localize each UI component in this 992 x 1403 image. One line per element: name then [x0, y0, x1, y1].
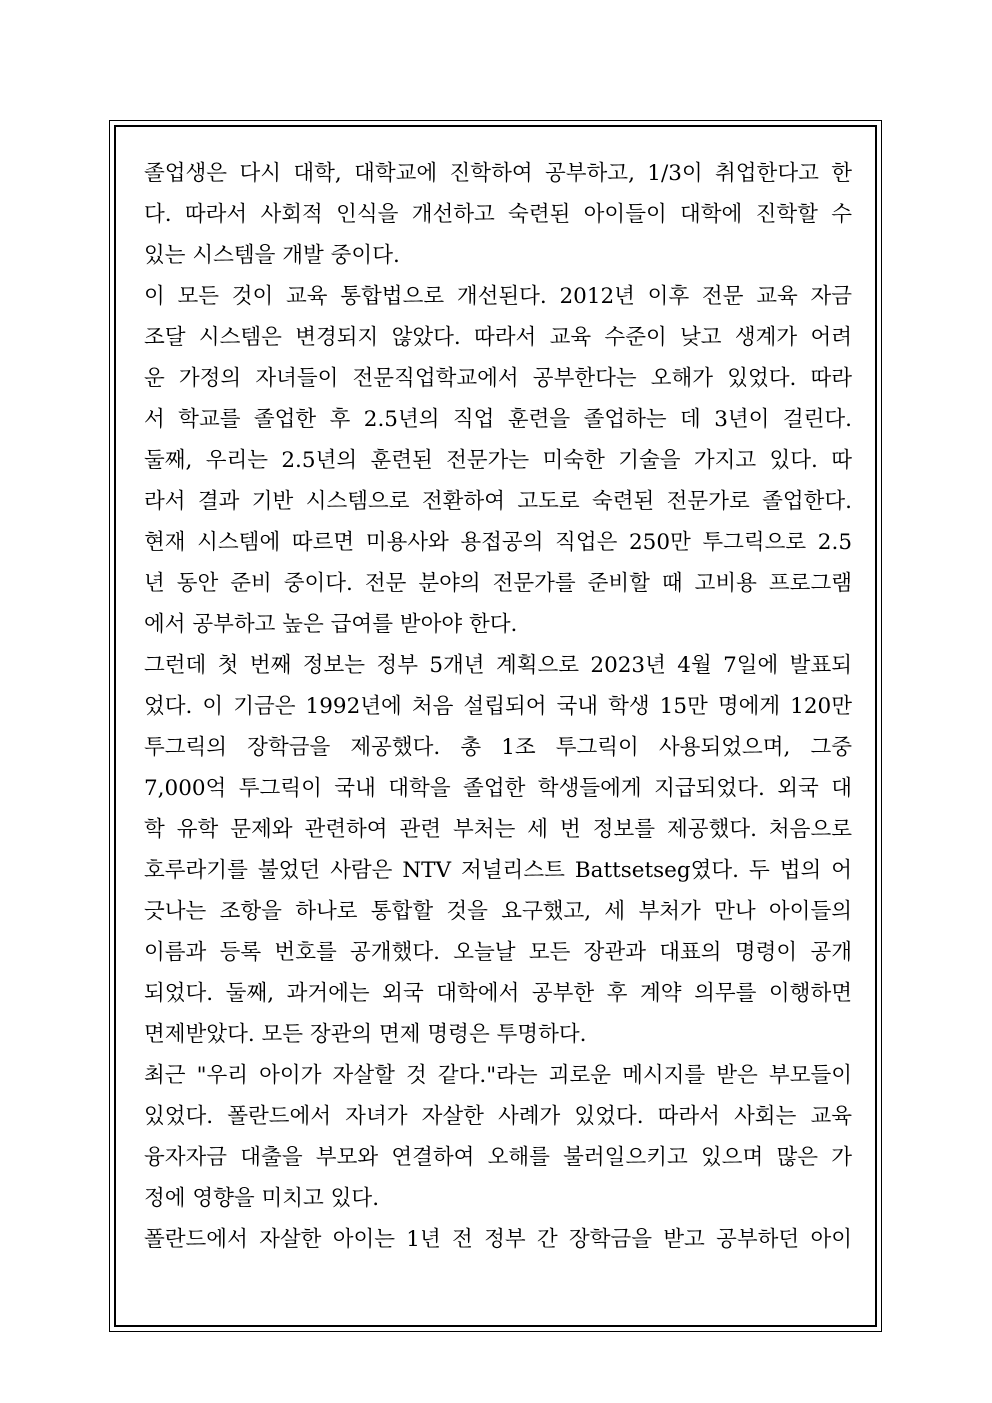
text-line: 서 학교를 졸업한 후 2.5년의 직업 훈련을 졸업하는 데 3년이 걸린다.: [144, 407, 852, 432]
text-line: 년 동안 준비 중이다. 전문 분야의 전문가를 준비할 때 고비용 프로그램: [144, 571, 852, 596]
text-line: 7,000억 투그릭이 국내 대학을 졸업한 학생들에게 지급되었다. 외국 대: [144, 776, 852, 801]
text-line: 되었다. 둘째, 과거에는 외국 대학에서 공부한 후 계약 의무를 이행하면: [144, 981, 852, 1006]
text-line: 최근 "우리 아이가 자살할 것 같다."라는 괴로운 메시지를 받은 부모들이: [144, 1063, 852, 1088]
text-line: 융자자금 대출을 부모와 연결하여 오해를 불러일으키고 있으며 많은 가: [144, 1145, 852, 1170]
text-line: 학 유학 문제와 관련하여 관련 부처는 세 번 정보를 제공했다. 처음으로: [144, 817, 852, 842]
text-line: 라서 결과 기반 시스템으로 전환하여 고도로 숙련된 전문가로 졸업한다.: [144, 489, 852, 514]
text-line: 다. 따라서 사회적 인식을 개선하고 숙련된 아이들이 대학에 진학할 수: [144, 202, 852, 227]
text-line: 정에 영향을 미치고 있다.: [144, 1186, 380, 1211]
text-line: 호루라기를 불었던 사람은 NTV 저널리스트 Battsetseg였다. 두 법의 어: [144, 858, 852, 883]
text-line: 현재 시스템에 따르면 미용사와 용접공의 직업은 250만 투그릭으로 2.5: [144, 530, 852, 555]
text-line: 운 가정의 자녀들이 전문직업학교에서 공부한다는 오해가 있었다. 따라: [144, 366, 852, 391]
document-body: [144, 153, 852, 1260]
text-line: 있었다. 폴란드에서 자녀가 자살한 사례가 있었다. 따라서 사회는 교육: [144, 1104, 852, 1129]
text-line: 면제받았다. 모든 장관의 면제 명령은 투명하다.: [144, 1022, 587, 1047]
text-line: 둘째, 우리는 2.5년의 훈련된 전문가는 미숙한 기술을 가지고 있다. 따: [144, 448, 852, 473]
text-line: 이름과 등록 번호를 공개했다. 오늘날 모든 장관과 대표의 명령이 공개: [144, 940, 852, 965]
text-line: 에서 공부하고 높은 급여를 받아야 한다.: [144, 612, 518, 637]
text-line: 조달 시스템은 변경되지 않았다. 따라서 교육 수준이 낮고 생계가 어려: [144, 325, 852, 350]
text-line: 이 모든 것이 교육 통합법으로 개선된다. 2012년 이후 전문 교육 자금: [144, 284, 852, 309]
text-line: 었다. 이 기금은 1992년에 처음 설립되어 국내 학생 15만 명에게 120만: [144, 694, 852, 719]
text-line: 긋나는 조항을 하나로 통합할 것을 요구했고, 세 부처가 만나 아이들의: [144, 899, 852, 924]
text-line: 그런데 첫 번째 정보는 정부 5개년 계획으로 2023년 4월 7일에 발표되: [144, 653, 852, 678]
text-line: 있는 시스템을 개발 중이다.: [144, 243, 400, 268]
text-line: 졸업생은 다시 대학, 대학교에 진학하여 공부하고, 1/3이 취업한다고 한: [144, 161, 852, 186]
text-line: 투그릭의 장학금을 제공했다. 총 1조 투그릭이 사용되었으며, 그중: [144, 735, 852, 760]
text-line: 폴란드에서 자살한 아이는 1년 전 정부 간 장학금을 받고 공부하던 아이: [144, 1227, 852, 1252]
